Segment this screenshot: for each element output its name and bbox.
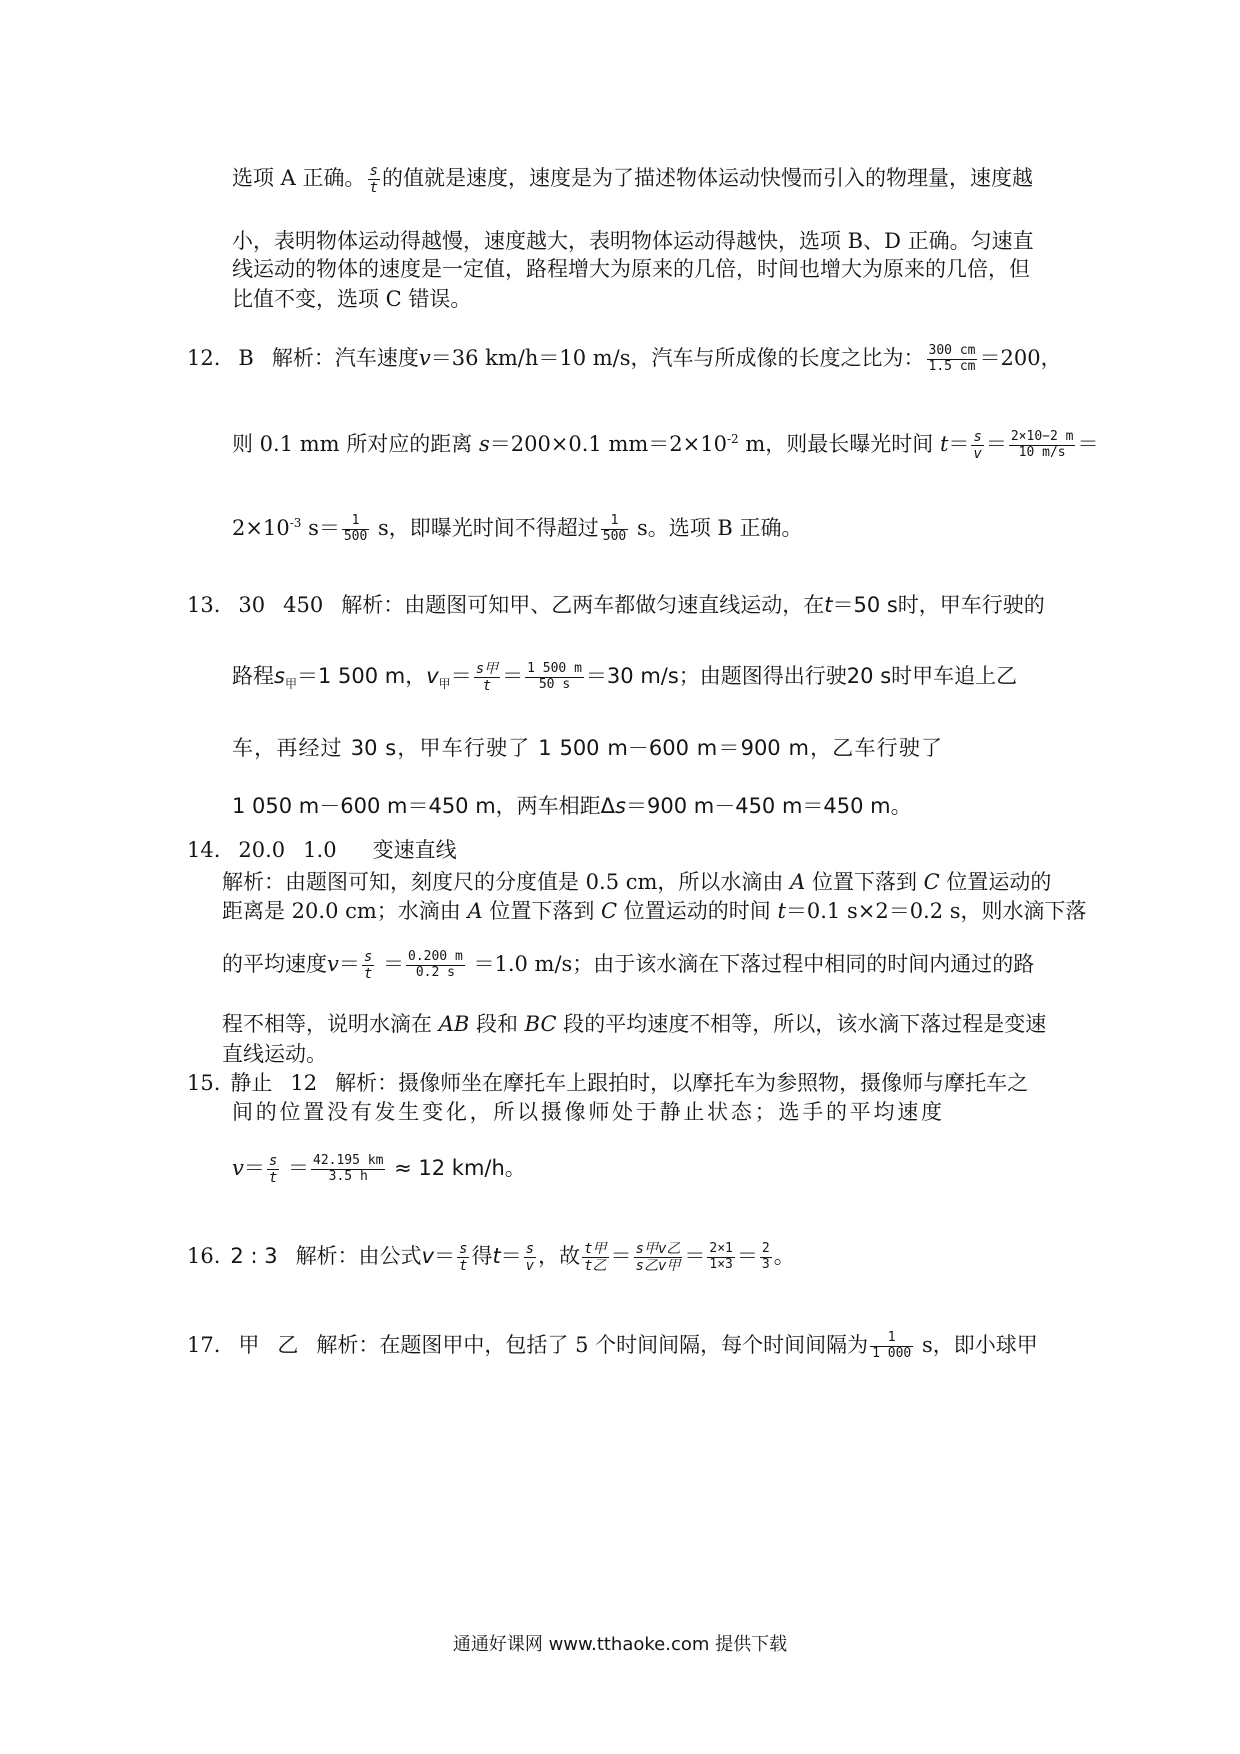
q11-text: 的值就是速度，速度是为了描述物体运动快慢而引入的物理量，速度越 bbox=[381, 166, 1033, 190]
q17-line-1: 17. 甲 乙 解析：在题图甲中，包括了 5 个时间间隔，每个时间间隔为 $\frac{1}{1 000}$ s，即小球甲 bbox=[187, 1330, 1038, 1361]
q12-line-3: $2\times 10^{-3}$ s＝ $\frac{1}{500}$ s，即曝光时间不得超过 $\frac{1}{500}$ s。选项 B 正确。 bbox=[232, 513, 803, 544]
fraction-1-over-500: $\frac{1}{500}$ bbox=[602, 513, 627, 544]
fraction-exposure: $\frac{2\times 10-2 m}{10 m/s}$ bbox=[1010, 429, 1074, 460]
answer: 20.0 bbox=[238, 838, 286, 862]
fraction-s-over-t: $\frac{s}{t}$ bbox=[369, 162, 378, 196]
q14-line-2: 解析：由题图可知，刻度尺的分度值是 0.5 cm，所以水滴由 A 位置下落到 C 位置运动的 bbox=[222, 870, 1052, 894]
fraction-sv-ratio: $\frac{\text{s甲v乙}}{\text{s乙v甲}}$ bbox=[635, 1240, 681, 1274]
q14-line-3: 距离是 20.0 cm；水滴由 A 位置下落到 C 位置运动的时间 t＝0.1 s×2＝0.2 s，则水滴下落 bbox=[222, 899, 1087, 923]
fraction-sjia-over-t: $\frac{\text{s甲}}{t}$ bbox=[475, 660, 499, 694]
q11-text: 选项 A 正确。 bbox=[232, 166, 366, 190]
fraction-1-over-500: $\frac{1}{500}$ bbox=[343, 513, 368, 544]
q13-line-3: 车，再经过 30 s，甲车行驶了 1 500 m－600 m＝900 m，乙车行驶了 bbox=[232, 736, 942, 760]
page-footer: 通通好课网 www.tthaoke.com 提供下载 bbox=[452, 1634, 788, 1655]
q14-line-4: 的平均速度v＝ $\frac{s}{t}$ ＝ $\frac{0.200 m}{0.2 s}$ ＝1.0 m/s；由于该水滴在下落过程中相同的时间内通过的路 bbox=[222, 948, 1035, 982]
question-number: 15. bbox=[187, 1071, 221, 1095]
fraction-s-over-v: $\frac{s}{v}$ bbox=[973, 428, 982, 462]
answer: 静止 bbox=[230, 1071, 273, 1095]
fraction-1500-over-50: $\frac{1 500 m}{50 s}$ bbox=[527, 661, 582, 692]
q14-line-6: 直线运动。 bbox=[222, 1042, 327, 1066]
q16-line-1: 16. 2 : 3 解析：由公式v＝ $\frac{s}{t}$ 得t＝ $\frac{s}{v}$ ，故 $\frac{\text{t甲}}{\text{t乙}}$ ＝ $\frac{\text{s甲v乙}}{\text{s乙v甲}}$ ＝ $\frac{2\times 1}{1\times 3}$ ＝ $\frac{2}{3}$ 。 bbox=[187, 1240, 795, 1274]
question-number: 13. bbox=[187, 593, 221, 617]
question-number: 17. bbox=[187, 1333, 221, 1357]
fraction-0200-over-02: $\frac{0.200 m}{0.2 s}$ bbox=[408, 949, 463, 980]
q14-line-1 bbox=[187, 834, 457, 864]
fraction-s-over-t: $\frac{s}{t}$ bbox=[459, 1240, 468, 1274]
fraction-s-over-t: $\frac{s}{t}$ bbox=[268, 1152, 278, 1186]
fraction-2-over-3: $\frac{2}{3}$ bbox=[761, 1241, 770, 1272]
question-number: 16. bbox=[187, 1244, 221, 1268]
q11-line-4: 比值不变，选项 C 错误。 bbox=[232, 287, 472, 311]
answer: 1.0 bbox=[303, 838, 337, 862]
q15-line-2: 间的位置没有发生变化，所以摄像师处于静止状态；选手的平均速度 bbox=[232, 1100, 942, 1124]
question-number: 14. bbox=[187, 838, 221, 862]
q11-line-2: 小，表明物体运动得越慢，速度越大，表明物体运动得越快，选项 B、D 正确。匀速直 bbox=[232, 229, 1034, 253]
fraction-s-over-v: $\frac{s}{v}$ bbox=[525, 1240, 535, 1274]
answer: B bbox=[238, 346, 254, 370]
question-number: 12. bbox=[187, 346, 221, 370]
fraction-42195-over-35: $\frac{42.195 km}{3.5 h}$ bbox=[313, 1153, 384, 1184]
fraction-length-ratio: $\frac{300 cm}{1.5 cm}$ bbox=[928, 343, 976, 374]
fraction-2x1-over-1x3: $\frac{2\times 1}{1\times 3}$ bbox=[709, 1241, 733, 1272]
answer: 甲 bbox=[238, 1333, 260, 1357]
q12-line-2: 则 0.1 mm 所对应的距离 s＝200×0.1 $mm=2\times 10^{-2}$ m，则最长曝光时间 t＝ $\frac{s}{v}$ ＝ $\frac{2\times 10-2 m}{10 m/s}$ ＝ bbox=[232, 428, 1099, 462]
answer: 30 bbox=[238, 593, 266, 617]
q13-line-2: 路程$s_甲=1$ 500 m，$v_甲=$ $\frac{\text{s甲}}{t}$ ＝ $\frac{1 500 m}{50 s}$ ＝30 m/s；由题图得出行驶20 s时甲车追上乙 bbox=[232, 660, 1018, 694]
fraction-1-over-1000: $\frac{1}{1 000}$ bbox=[872, 1330, 912, 1361]
q14-line-5: 程不相等，说明水滴在 AB 段和 BC 段的平均速度不相等，所以，该水滴下落过程是变速 bbox=[222, 1012, 1047, 1036]
q13-line-4: 1 050 m－600 m＝450 m，两车相距Δs＝900 m－450 m＝450 m。 bbox=[232, 794, 912, 818]
answer: 450 bbox=[283, 593, 324, 617]
q11-line-1 bbox=[232, 162, 1033, 196]
q15-line-3: v＝ $\frac{s}{t}$ ＝ $\frac{42.195 km}{3.5 h}$ ≈ 12 km/h。 bbox=[232, 1152, 526, 1186]
q15-line-1: 15. 静止 12 解析：摄像师坐在摩托车上跟拍时，以摩托车为参照物，摄像师与摩托车之 bbox=[187, 1071, 1029, 1095]
fraction-tjia-over-tyi: $\frac{\text{t甲}}{\text{t乙}}$ bbox=[584, 1240, 607, 1274]
answer: 乙 bbox=[277, 1333, 299, 1357]
answer: 2 : 3 bbox=[230, 1244, 278, 1268]
q13-line-1: 13. 30 450 解析：由题图可知甲、乙两车都做匀速直线运动，在t＝50 s时，甲车行驶的 bbox=[187, 593, 1045, 617]
fraction-s-over-t: $\frac{s}{t}$ bbox=[363, 948, 373, 982]
answer: 变速直线 bbox=[372, 838, 457, 862]
q11-line-3: 线运动的物体的速度是一定值，路程增大为原来的几倍，时间也增大为原来的几倍，但 bbox=[232, 257, 1030, 281]
q12-line-1: 12. B 解析：汽车速度v＝36 km/h＝10 m/s，汽车与所成像的长度之比为： $\frac{300 cm}{1.5 cm}$ ＝200， bbox=[187, 343, 1062, 374]
answer: 12 bbox=[290, 1071, 318, 1095]
